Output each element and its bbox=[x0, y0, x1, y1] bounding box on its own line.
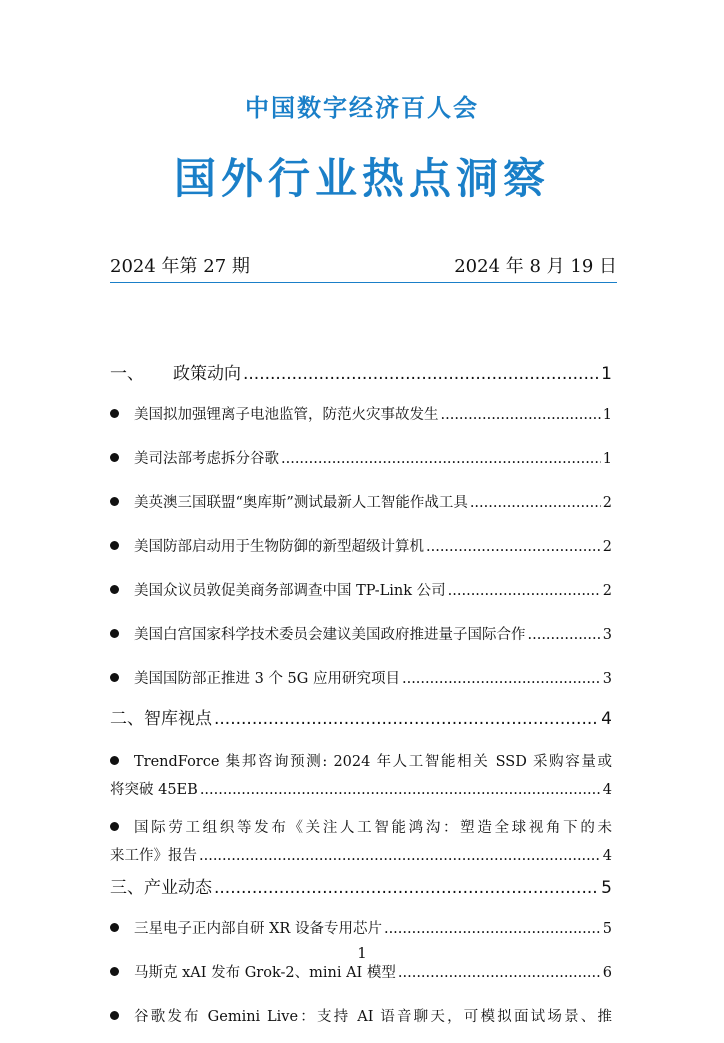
entry-title-line2: 来工作》报告 bbox=[110, 848, 197, 864]
section-number: 一、 bbox=[110, 364, 144, 384]
bullet-icon bbox=[110, 923, 119, 932]
entry-title: 美国拟加强锂离子电池监管，防范火灾事故发生 bbox=[134, 407, 439, 423]
entry-title: 马斯克 xAI 发布 Grok-2、mini AI 模型 bbox=[134, 965, 396, 981]
page-ref: 4 bbox=[601, 709, 612, 729]
leader-dots bbox=[243, 364, 599, 384]
toc-entry[interactable] bbox=[110, 397, 612, 441]
page-ref: 2 bbox=[602, 495, 612, 511]
toc-entry[interactable] bbox=[110, 617, 612, 661]
entry-title-line1: 谷歌发布 Gemini Live：支持 AI 语音聊天，可模拟面试场景、推 bbox=[134, 1009, 612, 1025]
table-of-contents bbox=[110, 360, 612, 1043]
section-title: 智库视点 bbox=[144, 709, 212, 729]
toc-entry-continuation[interactable] bbox=[110, 846, 612, 874]
page-ref: 5 bbox=[601, 878, 612, 898]
section-title: 产业动态 bbox=[144, 878, 212, 898]
toc-entry[interactable] bbox=[110, 441, 612, 485]
entry-title: 美国白宫国家科学技术委员会建议美国政府推进量子国际合作 bbox=[134, 627, 526, 643]
entry-title: 美国众议员敦促美商务部调查中国 TP-Link 公司 bbox=[134, 583, 446, 599]
leader-dots bbox=[441, 405, 601, 425]
bullet-icon bbox=[110, 453, 119, 462]
entry-title-line2: 将突破 45EB bbox=[110, 782, 198, 798]
bullet-icon bbox=[110, 541, 119, 550]
leader-dots bbox=[384, 919, 601, 939]
leader-dots bbox=[199, 846, 601, 866]
bullet-icon bbox=[110, 967, 119, 976]
section-number: 三、 bbox=[110, 878, 144, 898]
page-ref: 4 bbox=[602, 848, 612, 864]
toc-section-policy[interactable] bbox=[110, 360, 612, 397]
page-ref: 2 bbox=[602, 583, 612, 599]
entry-title: 美国国防部正推进 3 个 5G 应用研究项目 bbox=[134, 671, 400, 687]
bullet-icon bbox=[110, 756, 119, 765]
page-ref: 1 bbox=[602, 451, 612, 467]
bullet-icon bbox=[110, 822, 119, 831]
page-ref: 3 bbox=[602, 671, 612, 687]
leader-dots bbox=[402, 669, 601, 689]
leader-dots bbox=[200, 780, 601, 800]
leader-dots bbox=[470, 493, 601, 513]
page-ref: 5 bbox=[602, 921, 612, 937]
bullet-icon bbox=[110, 409, 119, 418]
issue-date: 2024 年 8 月 19 日 bbox=[454, 256, 617, 277]
page-number: 1 bbox=[357, 944, 367, 962]
leader-dots bbox=[281, 449, 601, 469]
toc-entry-continuation[interactable] bbox=[110, 780, 612, 808]
publication-title: 国外行业热点洞察 bbox=[173, 154, 550, 203]
toc-entry[interactable] bbox=[110, 808, 612, 846]
toc-entry[interactable] bbox=[110, 529, 612, 573]
page-ref: 2 bbox=[602, 539, 612, 555]
entry-title-line1: 国际劳工组织等发布《关注人工智能鸿沟：塑造全球视角下的未 bbox=[134, 820, 612, 836]
leader-dots bbox=[448, 581, 601, 601]
page-ref: 1 bbox=[602, 407, 612, 423]
toc-entry[interactable] bbox=[110, 999, 612, 1043]
page-ref: 6 bbox=[602, 965, 612, 981]
page-ref: 1 bbox=[601, 364, 612, 384]
issue-info bbox=[110, 252, 617, 278]
section-title: 政策动向 bbox=[173, 364, 241, 384]
page-ref: 3 bbox=[602, 627, 612, 643]
leader-dots bbox=[528, 625, 601, 645]
bullet-icon bbox=[110, 673, 119, 682]
entry-title: 美国防部启动用于生物防御的新型超级计算机 bbox=[134, 539, 424, 555]
toc-entry[interactable] bbox=[110, 742, 612, 780]
bullet-icon bbox=[110, 585, 119, 594]
entry-title: 美司法部考虑拆分谷歌 bbox=[134, 451, 279, 467]
toc-section-industry[interactable] bbox=[110, 874, 612, 911]
bullet-icon bbox=[110, 497, 119, 506]
entry-title-line1: TrendForce 集邦咨询预测: 2024 年人工智能相关 SSD 采购容量或 bbox=[134, 754, 612, 770]
toc-entry[interactable] bbox=[110, 661, 612, 705]
toc-section-think-tank[interactable] bbox=[110, 705, 612, 742]
organization-name: 中国数字经济百人会 bbox=[245, 94, 479, 122]
page-ref: 4 bbox=[602, 782, 612, 798]
bullet-icon bbox=[110, 629, 119, 638]
leader-dots bbox=[426, 537, 601, 557]
issue-number: 2024 年第 27 期 bbox=[110, 256, 250, 277]
leader-dots bbox=[398, 963, 601, 983]
entry-title: 美英澳三国联盟“奥库斯”测试最新人工智能作战工具 bbox=[134, 495, 468, 511]
bullet-icon bbox=[110, 1011, 119, 1020]
header-divider bbox=[110, 282, 617, 283]
leader-dots bbox=[214, 709, 599, 729]
toc-entry[interactable] bbox=[110, 485, 612, 529]
leader-dots bbox=[214, 878, 599, 898]
toc-entry[interactable] bbox=[110, 573, 612, 617]
section-number: 二、 bbox=[110, 709, 144, 729]
entry-title: 三星电子正内部自研 XR 设备专用芯片 bbox=[134, 921, 382, 937]
